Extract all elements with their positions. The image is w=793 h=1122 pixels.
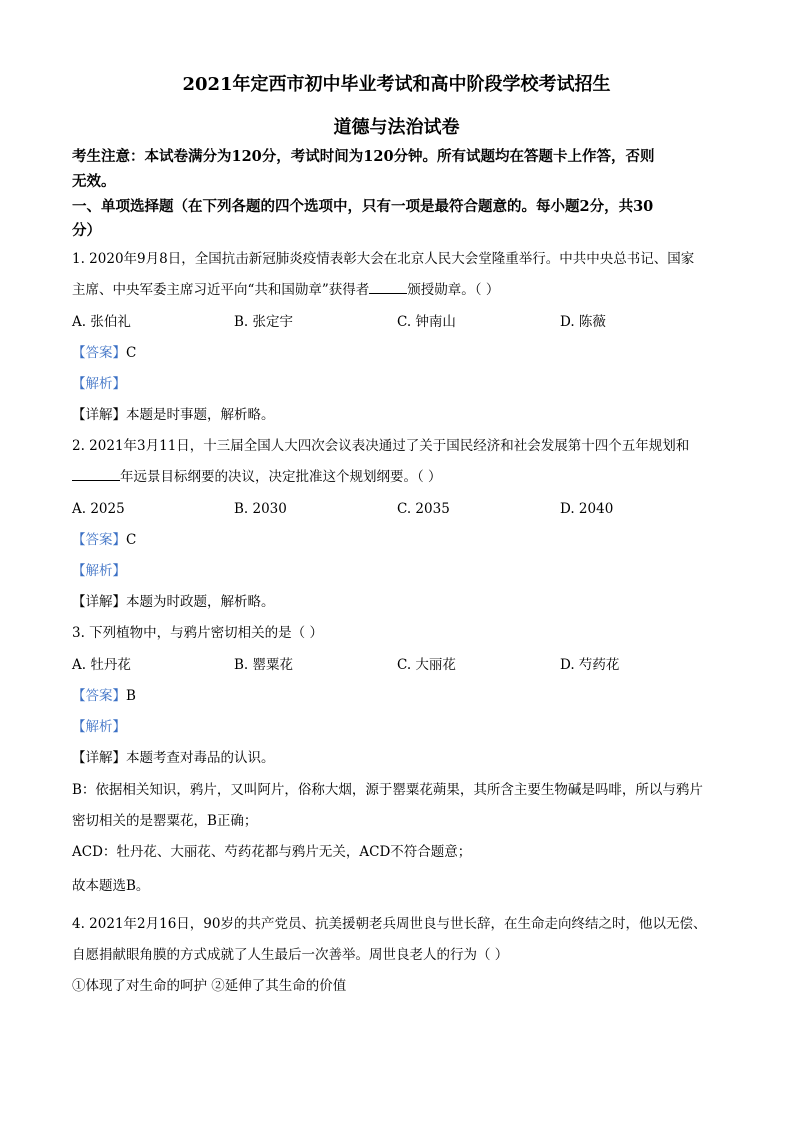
analysis-tag: 【解析】	[72, 376, 126, 392]
answer-tag: 【答案】	[72, 345, 126, 361]
question-2-detail	[72, 592, 727, 612]
answer-tag: 【答案】	[72, 532, 126, 548]
detail-text: 本题考查对毒品的认识。	[126, 750, 275, 766]
question-1-option-b: B. 张定宇	[234, 314, 294, 330]
analysis-tag: 【解析】	[72, 719, 126, 735]
answer-blank	[369, 281, 407, 294]
question-3-analysis	[72, 717, 727, 737]
question-1-option-d: D. 陈薇	[560, 314, 606, 330]
question-2-option-b: B. 2030	[234, 501, 287, 517]
question-3-option-c: C. 大丽花	[397, 657, 456, 673]
question-1-stem-line-2	[72, 280, 727, 300]
question-3-explain-line-3: ACD：牡丹花、大丽花、芍药花都与鸦片无关，ACD不符合题意；	[72, 844, 472, 860]
question-2-answer	[72, 530, 727, 550]
answer-value: B	[126, 688, 136, 704]
question-1-answer	[72, 343, 727, 363]
question-4-choices: ①体现了对生命的呵护 ②延伸了其生命的价值	[72, 978, 347, 994]
question-1-analysis	[72, 374, 727, 394]
question-3-answer	[72, 686, 727, 706]
answer-value: C	[126, 345, 137, 361]
question-4-stem-line-1: 4. 2021年2月16日，90岁的共产党员、抗美援朝老兵周世良与世长辞，在生命走向终结之时，他以无偿、	[72, 916, 707, 932]
question-2-option-c: C. 2035	[397, 501, 450, 517]
question-3-option-d: D. 芍药花	[560, 657, 620, 673]
section-heading-line-1: 一、单项选择题（在下列各题的四个选项中，只有一项是最符合题意的。每小题2分，共30	[72, 198, 654, 215]
analysis-tag: 【解析】	[72, 563, 126, 579]
detail-tag: 【详解】	[72, 750, 126, 766]
question-1-stem-tail: 颁授勋章。（ ）	[407, 282, 500, 298]
question-1-stem-text: 主席、中央军委主席习近平向“共和国勋章”获得者	[72, 282, 370, 298]
question-3-explain-line-2: 密切相关的是罂粟花，B正确；	[72, 813, 258, 829]
answer-value: C	[126, 532, 137, 548]
question-2-stem-line-1: 2. 2021年3月11日，十三届全国人大四次会议表决通过了关于国民经济和社会发展第十四个五年规划和	[72, 438, 690, 454]
question-4-stem-line-2: 自愿捐献眼角膜的方式成就了人生最后一次善举。周世良老人的行为（ ）	[72, 947, 509, 963]
question-3-stem: 3. 下列植物中，与鸦片密切相关的是（ ）	[72, 625, 323, 641]
answer-tag: 【答案】	[72, 688, 126, 704]
question-3-explain-line-1: B：依据相关知识，鸦片，又叫阿片，俗称大烟，源于罂粟花蒴果，其所含主要生物碱是吗啡，所以与鸦片	[72, 782, 703, 798]
question-3-option-a: A. 牡丹花	[72, 657, 131, 673]
exam-subtitle: 道德与法治试卷	[333, 117, 460, 138]
question-3-explain-line-4: 故本题选B。	[72, 878, 150, 894]
question-1-option-a: A. 张伯礼	[72, 314, 131, 330]
question-2-analysis	[72, 561, 727, 581]
question-2-stem-line-2	[72, 467, 727, 487]
detail-text: 本题是时事题，解析略。	[126, 407, 275, 423]
question-3-option-b: B. 罂粟花	[234, 657, 294, 673]
question-1-stem-line-1: 1. 2020年9月8日，全国抗击新冠肺炎疫情表彰大会在北京人民大会堂隆重举行。中共中央总书记、国家	[72, 251, 695, 267]
question-1-detail	[72, 405, 727, 425]
question-1-option-c: C. 钟南山	[397, 314, 456, 330]
exam-title: 2021年定西市初中毕业考试和高中阶段学校考试招生	[182, 74, 611, 95]
answer-blank	[72, 468, 120, 481]
notice-line-2: 无效。	[72, 173, 116, 190]
detail-tag: 【详解】	[72, 594, 126, 610]
detail-tag: 【详解】	[72, 407, 126, 423]
section-heading-line-2: 分）	[72, 222, 101, 239]
notice-line-1: 考生注意：本试卷满分为120分，考试时间为120分钟。所有试题均在答题卡上作答，否则	[72, 148, 655, 165]
question-3-detail	[72, 748, 727, 768]
question-2-stem-tail: 年远景目标纲要的决议，决定批准这个规划纲要。（ ）	[120, 469, 442, 485]
detail-text: 本题为时政题，解析略。	[126, 594, 275, 610]
question-2-option-a: A. 2025	[72, 501, 125, 517]
question-2-option-d: D. 2040	[560, 501, 614, 517]
